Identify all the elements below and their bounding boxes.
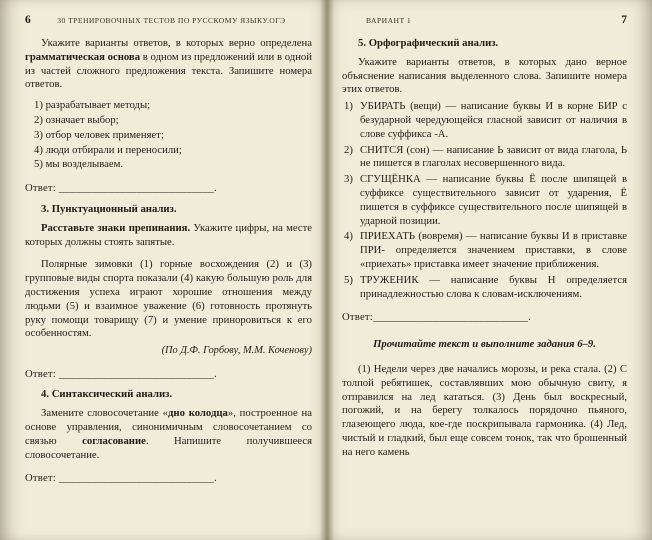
section4-text3: . Напишите получившееся словосочетание.	[25, 434, 312, 461]
section3-text: Полярные зимовки (1) горные восхождения (2) и (3) групповые виды спорта показали (4) какую большую роль для достижения успеха играют хорошие отношения между людьми (5) и взаимное уважение (6) готовность протянуть руку помощи товарищу (7) и умение приноровиться к его особенностям.	[25, 258, 312, 340]
section4-answer-line: Ответ: ____________________________.	[25, 472, 217, 485]
task2-intro-bold: грамматическая основа	[25, 50, 141, 63]
section3-instruction-bold: Расставьте знаки препинания.	[41, 221, 191, 234]
page-number-right: 7	[621, 14, 627, 26]
reading-task-header: Прочитайте текст и выполните задания 6–9.	[373, 338, 596, 351]
task2-option-4: 4) люди отбирали и переносили;	[34, 143, 182, 156]
task2-options	[25, 99, 312, 172]
section5-item-4	[342, 230, 627, 271]
task2-option-1: 1) разрабатывает методы;	[34, 99, 151, 112]
section4-text2: », построенное на основе управления, синонимичным словосочетанием со связью	[25, 407, 312, 447]
item-5-number: 5)	[344, 273, 353, 286]
section4-text1: Замените словосочетание «	[41, 407, 169, 420]
book-title-header: 30 ТРЕНИРОВОЧНЫХ ТЕСТОВ ПО РУССКОМУ ЯЗЫКУ.ОГЭ	[57, 16, 286, 25]
section3-source: (По Д.Ф. Горбову, М.М. Коченову)	[161, 345, 312, 357]
section3-title: 3. Пунктуационный анализ.	[41, 202, 177, 215]
item-4-text: ПРИЕХАТЬ (вовремя) — написание буквы И в приставке ПРИ- определяется значением приставки, в слове «приехать» приставка имеет значение приближения.	[360, 230, 627, 270]
running-header-right	[342, 14, 627, 26]
task2-option-2: 2) означает выбор;	[34, 113, 119, 126]
task2-intro-text1: Укажите варианты ответов, в которых верно определена	[41, 37, 312, 49]
reading-text: (1) Недели через две начались морозы, и река стала. (2) С толпой ребятишек, составлявших мою обычную свиту, я отправился на лед кататься. (3) День был воскресный, погожий, и на берегу толкалось порядочно пьяного, глазеющего люда, кое-где поскрипывала гармоника. (4) Лед, чистый и гладкий, был еще совсем тонок, так что брошенный на него камень	[342, 362, 627, 458]
variant-header: ВАРИАНТ 1	[366, 16, 412, 25]
section4-title: 4. Синтаксический анализ.	[41, 388, 173, 401]
section5-intro: Укажите варианты ответов, в которых дано верное объяснение написания выделенного слова. Запишите номера этих ответов.	[342, 55, 627, 96]
section5-item-3	[342, 173, 627, 228]
task2-option-5: 5) мы возделываем.	[34, 158, 124, 171]
task2-option-3: 3) отбор человек применяет;	[34, 128, 164, 141]
item-2-text: СНИТСЯ (сон) — написание Ь зависит от вида глагола, Ь не пишется в глаголах несовершенного вида.	[360, 143, 627, 170]
item-1-text: УБИРАТЬ (вещи) — написание буквы И в корне БИР с безударной чередующейся гласной зависит от наличия в слове суффикса -А.	[360, 100, 627, 140]
item-5-text: ТРУЖЕНИК — написание буквы Н определяется принадлежностью слова к словам-исключениям.	[360, 273, 627, 300]
item-3-number: 3)	[344, 173, 353, 186]
item-1-number: 1)	[344, 100, 353, 113]
section4-bold-phrase: дно колодца	[168, 407, 228, 420]
section3-instruction-rest: Укажите цифры, на месте которых должны стоять запятые.	[25, 221, 313, 248]
item-2-number: 2)	[344, 143, 353, 156]
running-header-left	[25, 14, 312, 26]
section3-answer-line: Ответ: ____________________________.	[25, 367, 217, 380]
task2-intro	[25, 37, 312, 92]
section4-text	[25, 407, 312, 462]
task2-intro-text2: в одном из предложений или в одной из частей сложного предложения текста. Запишите номера ответов.	[25, 50, 312, 91]
section5-item-1	[342, 100, 627, 141]
page-right	[327, 0, 652, 540]
item-4-number: 4)	[344, 230, 353, 243]
section5-item-5	[342, 274, 627, 302]
section3-instruction	[25, 222, 312, 250]
section5-items	[342, 100, 627, 301]
section5-title: 5. Орфографический анализ.	[358, 37, 499, 49]
page-number-left: 6	[25, 14, 31, 26]
section4-bold-term: согласование	[82, 434, 146, 447]
task2-answer-line: Ответ: ____________________________.	[25, 182, 217, 195]
section5-item-2	[342, 144, 627, 172]
section5-answer-line: Ответ:____________________________.	[342, 311, 532, 324]
item-3-text: СГУЩЁНКА — написание буквы Ё после шипящей в суффиксе существительного зависит от ударения, Ё пишется в суффиксе существительного после шипящей в ударной позиции.	[360, 173, 627, 227]
